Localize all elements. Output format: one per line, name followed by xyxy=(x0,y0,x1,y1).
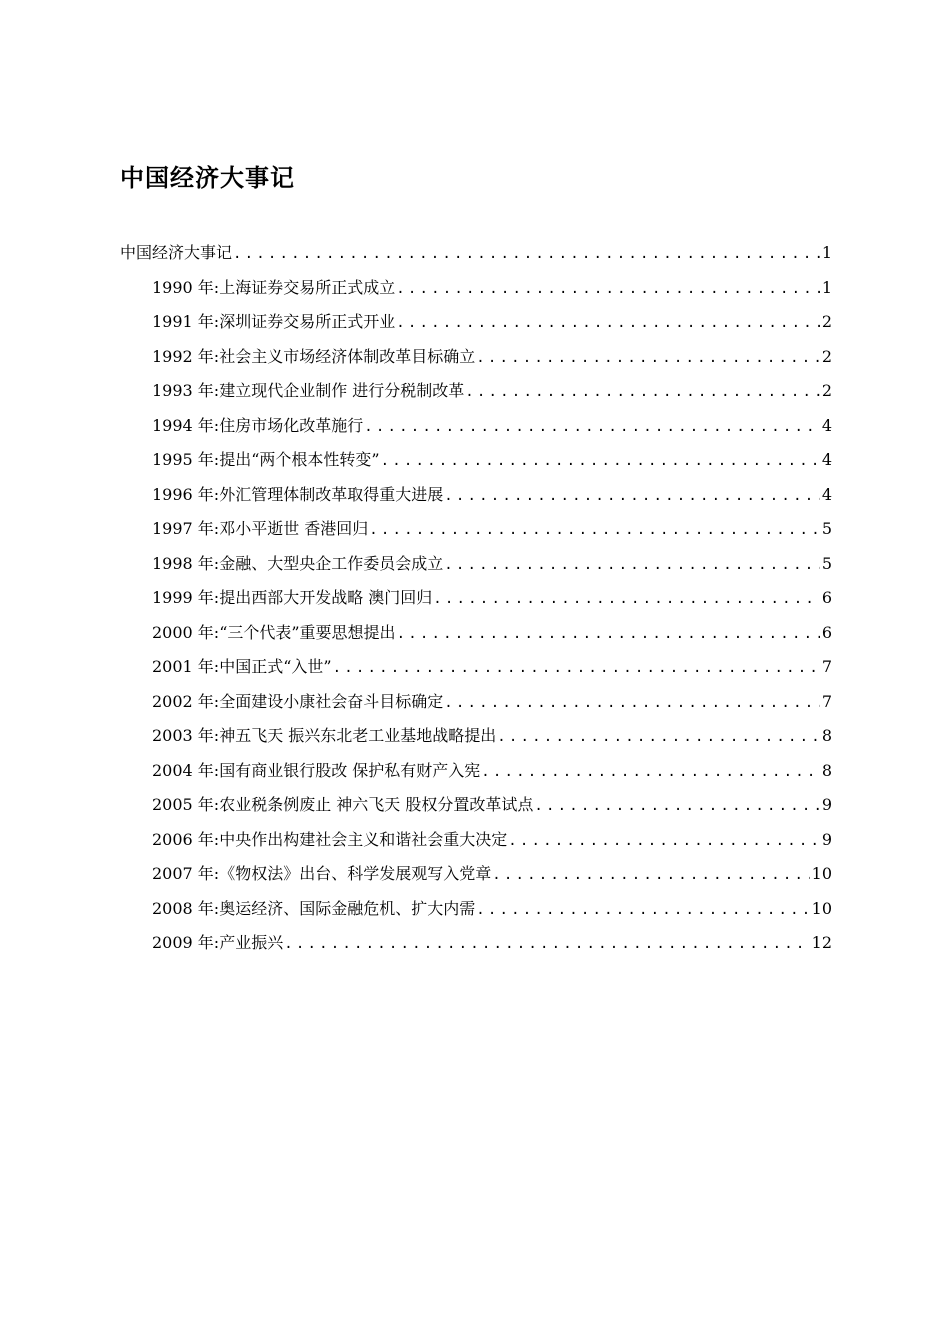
toc-entry[interactable] xyxy=(120,547,832,582)
toc-dot-leader xyxy=(284,927,809,962)
toc-dot-leader xyxy=(433,582,820,617)
toc-entry-title: 1995 年:提出“两个根本性转变” xyxy=(152,450,380,469)
toc-entry-title: 1998 年:金融、大型央企工作委员会成立 xyxy=(152,553,444,573)
toc-page-number: 7 xyxy=(821,657,832,676)
toc-entry-title: 2005 年:农业税条例废止 神六飞天 股权分置改革试点 xyxy=(152,795,534,814)
toc-entry-title: 2001 年:中国正式“入世” xyxy=(152,657,332,676)
toc-dot-leader xyxy=(497,720,820,755)
toc-dot-leader xyxy=(396,272,820,307)
toc-page-number: 9 xyxy=(821,795,832,814)
toc-entry-title: 1992 年:社会主义市场经济体制改革目标确立 xyxy=(152,346,476,366)
toc-dot-leader xyxy=(534,789,819,824)
toc-dot-leader xyxy=(381,444,820,479)
toc-page-number: 6 xyxy=(821,588,832,607)
toc-entry[interactable] xyxy=(120,719,832,754)
toc-page-number: 5 xyxy=(821,519,832,538)
toc-page-number: 4 xyxy=(821,450,832,469)
toc-dot-leader xyxy=(492,858,809,893)
toc-entry[interactable] xyxy=(120,685,832,720)
toc-entry-title: 2009 年:产业振兴 xyxy=(152,933,284,952)
toc-entry-title: 2000 年:“三个代表”重要思想提出 xyxy=(152,622,396,642)
toc-page-number: 10 xyxy=(811,864,832,883)
toc-entry[interactable] xyxy=(120,650,832,685)
toc-entry-title: 1994 年:住房市场化改革施行 xyxy=(152,415,364,435)
toc-entry[interactable] xyxy=(120,857,832,892)
toc-entry[interactable] xyxy=(120,409,832,444)
toc-page-number: 7 xyxy=(821,691,832,711)
toc-page-number: 12 xyxy=(811,933,832,952)
toc-heading-entry[interactable] xyxy=(120,236,832,271)
toc-dot-leader xyxy=(476,341,820,376)
toc-dot-leader xyxy=(476,893,809,928)
toc-entry-title: 1991 年:深圳证券交易所正式开业 xyxy=(152,312,396,331)
toc-dot-leader xyxy=(508,824,820,859)
toc-dot-leader xyxy=(369,513,820,548)
toc-entry-title: 2007 年:《物权法》出台、科学发展观写入党章 xyxy=(152,864,492,883)
toc-page-number: 8 xyxy=(821,726,832,745)
toc-page-number: 6 xyxy=(821,622,832,642)
toc-entry[interactable] xyxy=(120,926,832,961)
toc-dot-leader xyxy=(444,479,820,514)
table-of-contents xyxy=(120,236,832,961)
toc-entry[interactable] xyxy=(120,271,832,306)
toc-page-number: 1 xyxy=(821,277,832,297)
toc-entry[interactable] xyxy=(120,581,832,616)
toc-dot-leader xyxy=(333,651,820,686)
toc-dot-leader xyxy=(465,375,820,410)
toc-entry[interactable] xyxy=(120,823,832,858)
toc-page-number: 2 xyxy=(821,312,832,331)
toc-dot-leader xyxy=(364,410,820,445)
toc-page-number: 8 xyxy=(821,760,832,780)
toc-dot-leader xyxy=(481,755,820,790)
toc-page-number: 9 xyxy=(821,829,832,849)
toc-entry-title: 1996 年:外汇管理体制改革取得重大进展 xyxy=(152,484,444,504)
toc-entry[interactable] xyxy=(120,892,832,927)
toc-page-number: 2 xyxy=(821,346,832,366)
toc-entry-title: 2008 年:奥运经济、国际金融危机、扩大内需 xyxy=(152,898,476,918)
toc-entry-title: 2004 年:国有商业银行股改 保护私有财产入宪 xyxy=(152,760,481,780)
toc-dot-leader xyxy=(233,237,820,272)
toc-entry[interactable] xyxy=(120,374,832,409)
toc-dot-leader xyxy=(396,306,820,341)
document-title: 中国经济大事记 xyxy=(120,164,295,192)
toc-page-number: 4 xyxy=(821,484,832,504)
toc-entry[interactable] xyxy=(120,788,832,823)
toc-dot-leader xyxy=(397,617,820,652)
toc-entry-title: 中国经济大事记 xyxy=(120,243,233,262)
toc-entry-title: 1990 年:上海证券交易所正式成立 xyxy=(152,277,396,297)
toc-entry[interactable] xyxy=(120,443,832,478)
toc-entry[interactable] xyxy=(120,512,832,547)
toc-entry-title: 2006 年:中央作出构建社会主义和谐社会重大决定 xyxy=(152,829,508,849)
toc-page-number: 1 xyxy=(821,243,832,262)
toc-entry-title: 1993 年:建立现代企业制作 进行分税制改革 xyxy=(152,381,465,400)
toc-entry[interactable] xyxy=(120,478,832,513)
toc-dot-leader xyxy=(444,686,820,721)
toc-entry-title: 1999 年:提出西部大开发战略 澳门回归 xyxy=(152,588,433,607)
toc-dot-leader xyxy=(444,548,820,583)
toc-entry[interactable] xyxy=(120,616,832,651)
toc-entry-title: 2003 年:神五飞天 振兴东北老工业基地战略提出 xyxy=(152,726,497,745)
toc-entry[interactable] xyxy=(120,305,832,340)
toc-page-number: 4 xyxy=(821,415,832,435)
toc-entry[interactable] xyxy=(120,754,832,789)
toc-entry-title: 1997 年:邓小平逝世 香港回归 xyxy=(152,519,369,538)
toc-page-number: 2 xyxy=(821,381,832,400)
toc-page-number: 5 xyxy=(821,553,832,573)
toc-entry[interactable] xyxy=(120,340,832,375)
toc-page-number: 10 xyxy=(811,898,832,918)
toc-entry-title: 2002 年:全面建设小康社会奋斗目标确定 xyxy=(152,691,444,711)
